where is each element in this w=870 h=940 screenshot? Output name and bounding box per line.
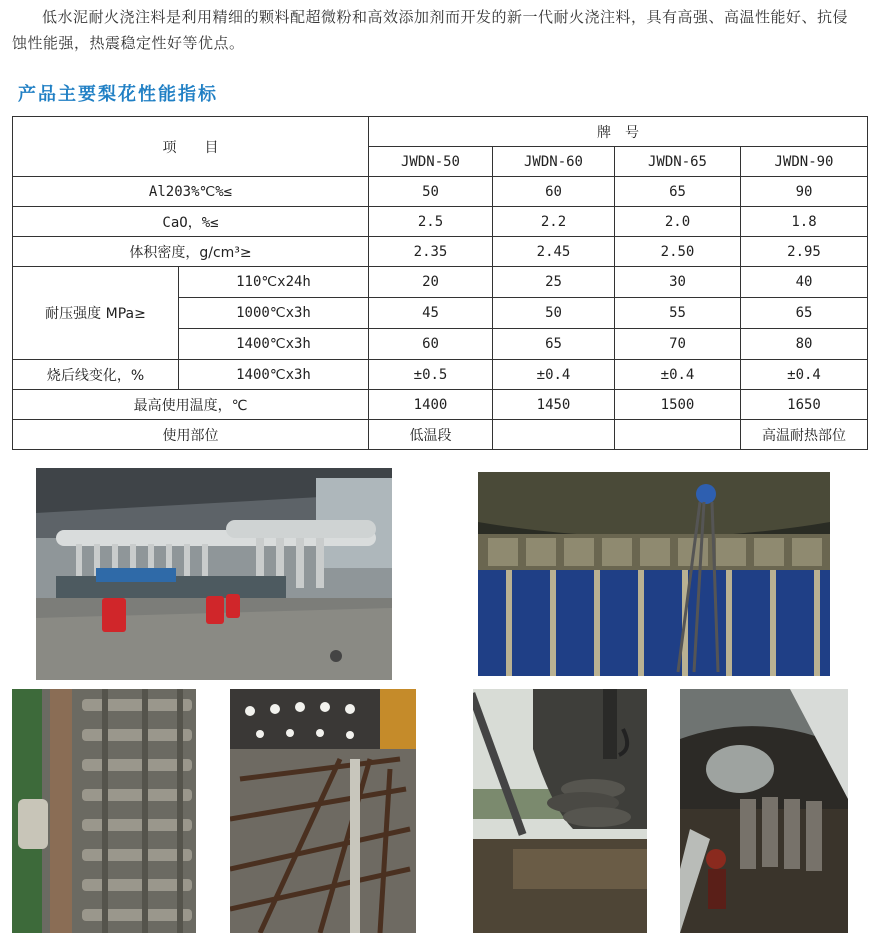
value-cell: 80 [741,329,868,360]
value-cell: 70 [615,329,741,360]
value-cell: 30 [615,267,741,298]
header-brand: 牌 号 [369,117,868,147]
grade-cell: JWDN-90 [741,147,868,177]
value-cell: 1650 [741,390,868,420]
value-cell: 1.8 [741,207,868,237]
table-row [13,390,868,420]
value-cell: 2.0 [615,207,741,237]
value-cell: 40 [741,267,868,298]
row-label-cao: CaO，%≤ [13,207,369,237]
spec-table [12,116,868,450]
grade-cell: JWDN-65 [615,147,741,177]
photo-refractory-anchors [12,689,196,933]
photo-furnace-blue-lining [478,472,830,676]
table-row [13,177,868,207]
value-cell: 50 [369,177,493,207]
row-label-al2o3: Al203%℃%≤ [13,177,369,207]
value-cell: 45 [369,298,493,329]
value-cell: ±0.4 [493,360,615,390]
value-cell: 2.50 [615,237,741,267]
value-cell: 低温段 [369,420,493,450]
photo-factory-kiln-piping [36,468,392,680]
condition-cell: 110℃x24h [179,267,369,298]
condition-cell: 1400℃x3h [179,329,369,360]
table-header-row [13,117,868,147]
value-cell: 65 [741,298,868,329]
photo-furnace-interior-lining [680,689,848,933]
photo-tower-hook-sacks [473,689,647,933]
value-cell: 20 [369,267,493,298]
section-title: 产品主要梨花性能指标 [18,84,218,105]
table-row [13,267,868,298]
value-cell: 2.5 [369,207,493,237]
value-cell [493,420,615,450]
value-cell: 2.35 [369,237,493,267]
grade-cell: JWDN-50 [369,147,493,177]
condition-cell: 1400℃x3h [179,360,369,390]
value-cell: 2.2 [493,207,615,237]
row-label-compressive: 耐压强度 MPa≥ [13,267,179,360]
table-row [13,420,868,450]
value-cell: 2.45 [493,237,615,267]
value-cell: 60 [369,329,493,360]
table-row [13,207,868,237]
value-cell: 25 [493,267,615,298]
value-cell: 55 [615,298,741,329]
value-cell: 1450 [493,390,615,420]
value-cell: 65 [615,177,741,207]
condition-cell: 1000℃x3h [179,298,369,329]
value-cell: ±0.5 [369,360,493,390]
row-label-max-temp: 最高使用温度，℃ [13,390,369,420]
value-cell: 90 [741,177,868,207]
value-cell: 65 [493,329,615,360]
header-item: 项 目 [13,117,369,177]
table-row [13,360,868,390]
value-cell: ±0.4 [615,360,741,390]
row-label-usage: 使用部位 [13,420,369,450]
table-row [13,237,868,267]
value-cell: 高温耐热部位 [741,420,868,450]
value-cell: 2.95 [741,237,868,267]
intro-paragraph: 低水泥耐火浇注料是利用精细的颗料配超微粉和高效添加剂而开发的新一代耐火浇注料，具有高强、高温性能好、抗侵蚀性能强，热震稳定性好等优点。 [12,8,849,52]
photo-steel-frame-workshop [230,689,416,933]
row-label-linear-change: 烧后线变化，% [13,360,179,390]
grade-cell: JWDN-60 [493,147,615,177]
value-cell: 60 [493,177,615,207]
value-cell: 1500 [615,390,741,420]
value-cell: ±0.4 [741,360,868,390]
value-cell: 50 [493,298,615,329]
value-cell [615,420,741,450]
row-label-density: 体积密度，g/cm³≥ [13,237,369,267]
value-cell: 1400 [369,390,493,420]
